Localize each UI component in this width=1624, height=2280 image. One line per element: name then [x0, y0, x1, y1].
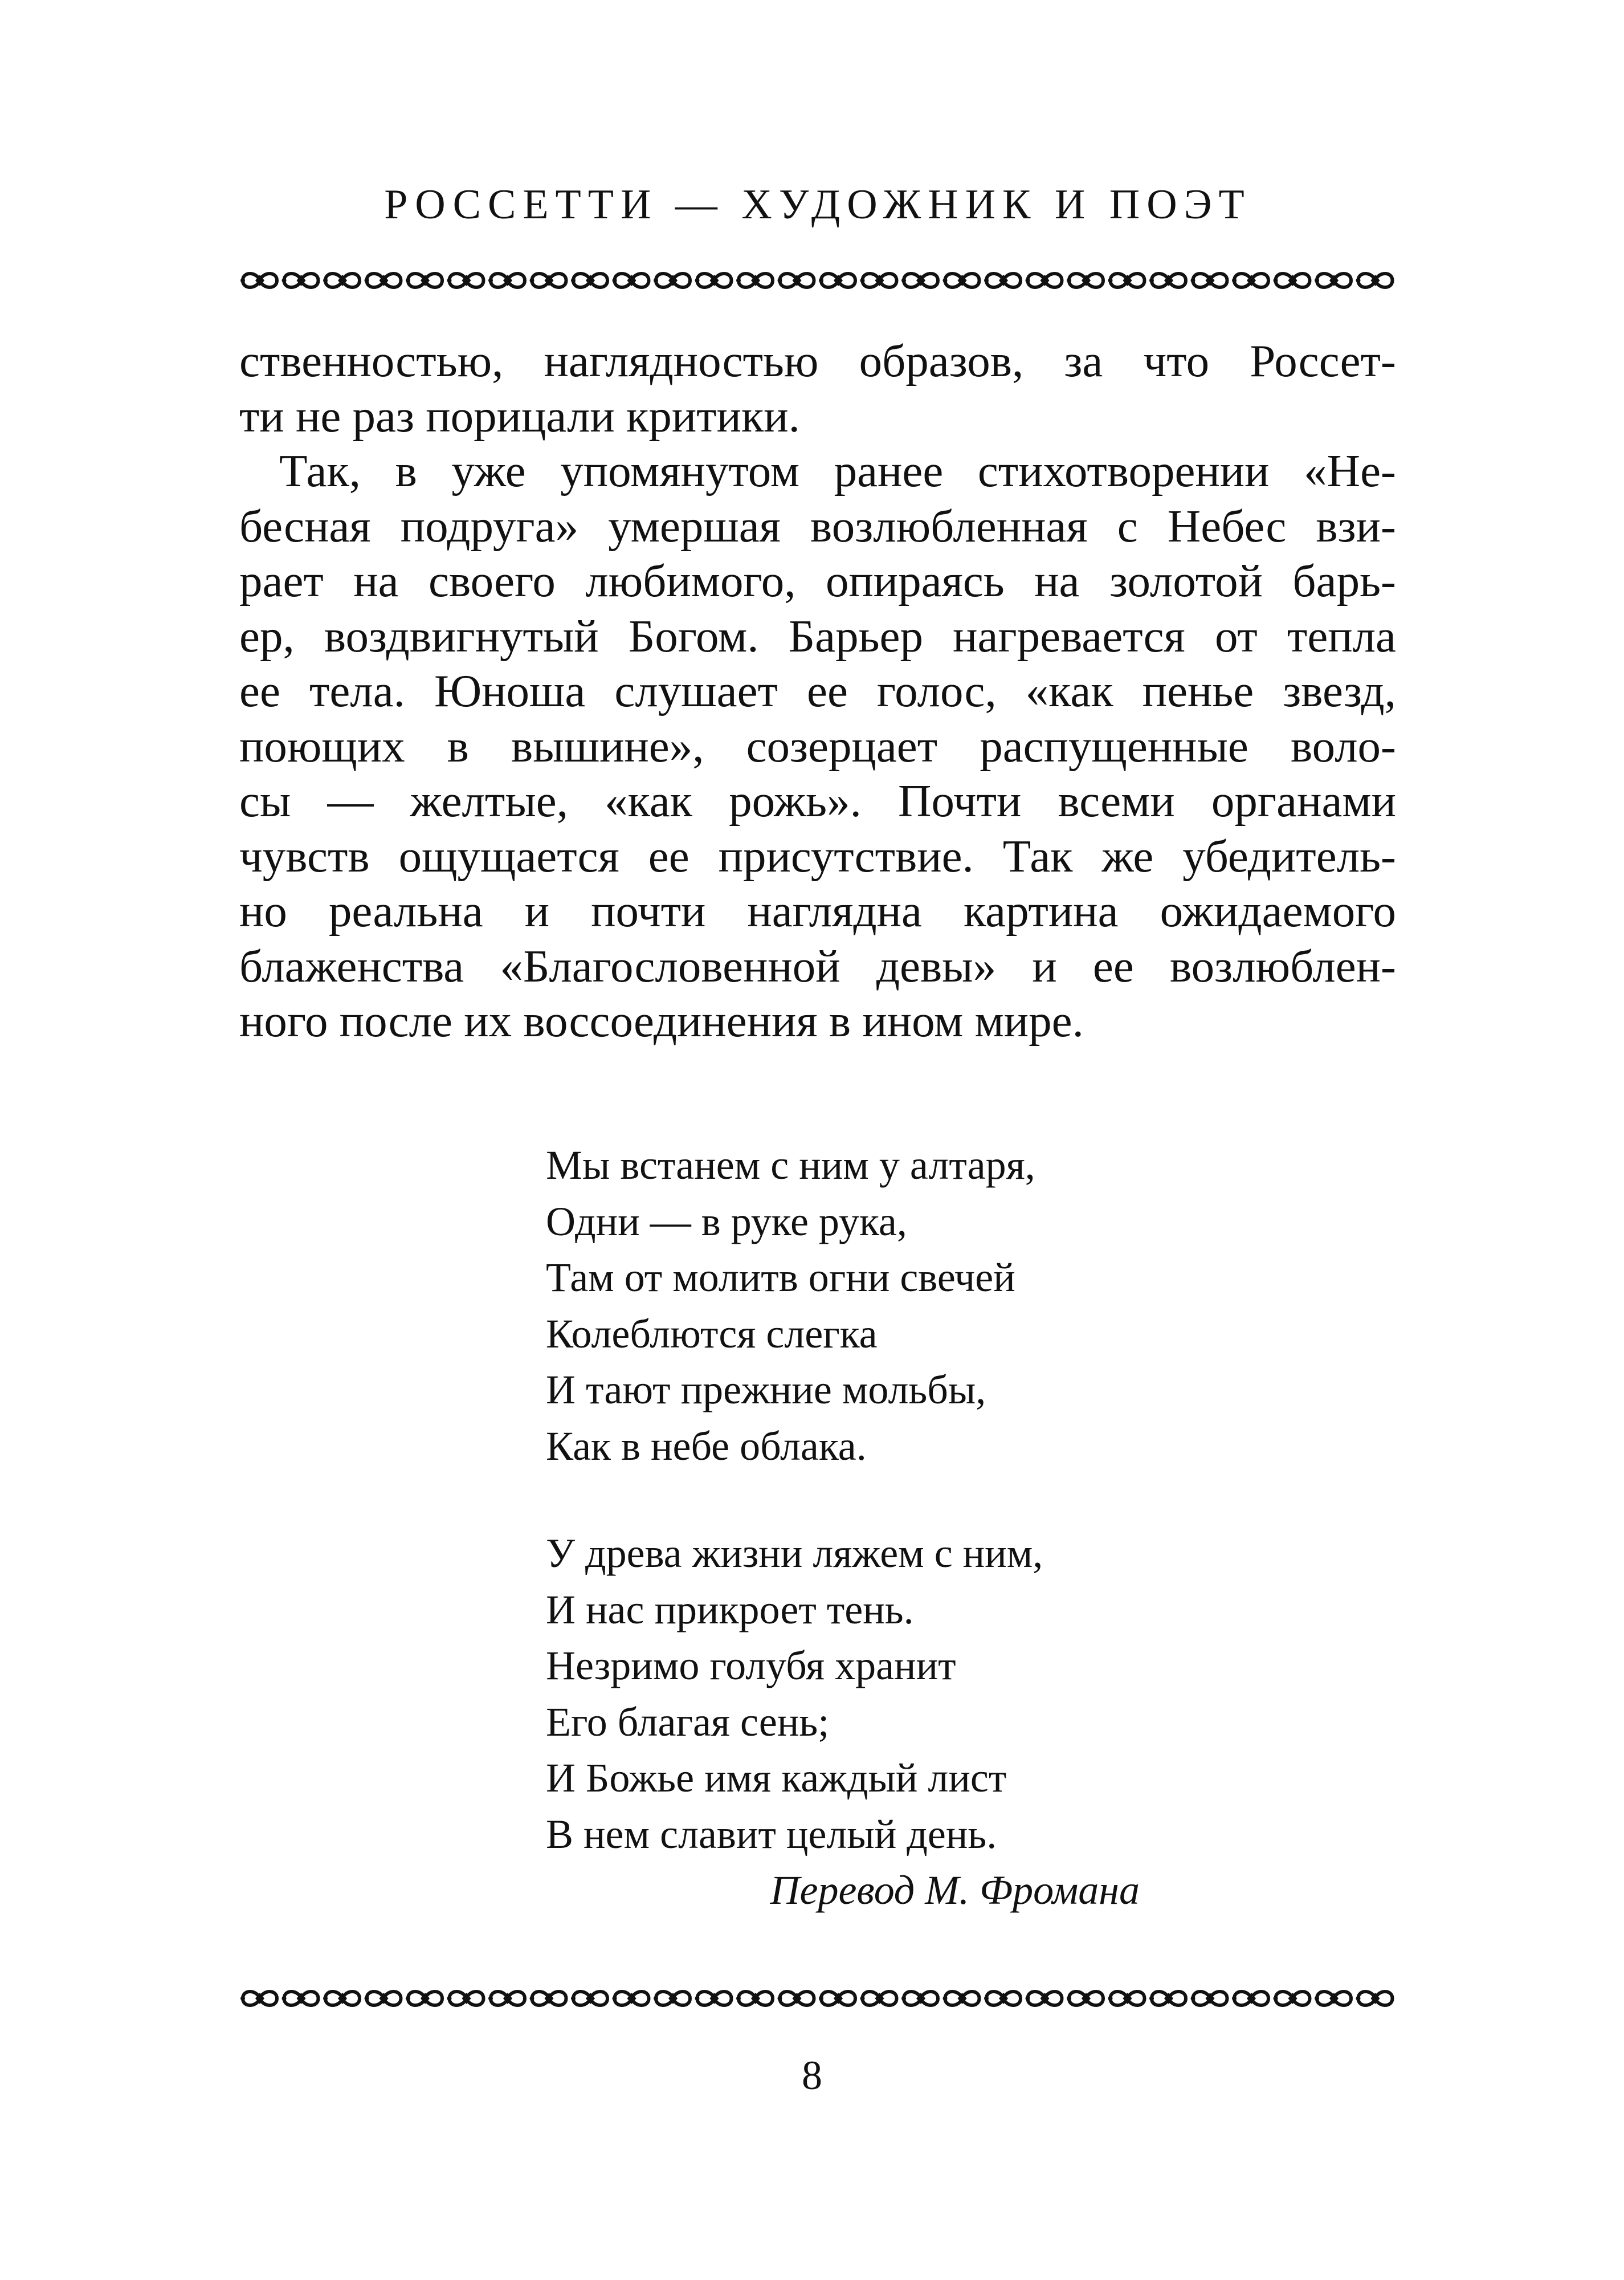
prose-line: блаженства «Благословенной девы» и ее возлюблен-: [239, 940, 1396, 992]
poem-verse: Незримо голубя хранит: [546, 1643, 956, 1688]
ornament-border-top: [239, 264, 1396, 296]
prose-line: Так, в уже упомянутом ранее стихотворении «Не-: [279, 445, 1396, 496]
prose-line: поющих в вышине», созерцает распущенные воло-: [239, 720, 1396, 772]
poem-verse: Колеблются слегка: [546, 1310, 878, 1357]
running-head: РОССЕТТИ — ХУДОЖНИК И ПОЭТ: [384, 181, 1251, 228]
prose-line: рает на своего любимого, опираясь на золотой барь-: [239, 555, 1396, 606]
poem-verse: Мы встанем с ним у алтаря,: [546, 1142, 1035, 1188]
poem-stanza-2: [546, 1525, 1287, 1862]
poem-verse: В нем славит целый день.: [546, 1811, 997, 1857]
poem-verse: Одни — в руке рука,: [546, 1198, 907, 1244]
poem-verse: И тают прежние мольбы,: [546, 1367, 986, 1412]
poem-verse: Его благая сень;: [546, 1699, 830, 1745]
prose-line: но реальна и почти наглядна картина ожидаемого: [239, 885, 1396, 937]
prose-line: ственностью, наглядностью образов, за что Россет-: [239, 335, 1396, 386]
poem-verse: И нас прикроет тень.: [546, 1586, 914, 1632]
prose-line: ее тела. Юноша слушает ее голос, «как пенье звезд,: [239, 665, 1396, 716]
poem-verse: Как в небе облака.: [546, 1423, 867, 1469]
knot-border-icon: [239, 264, 1396, 296]
page-number: 8: [802, 2053, 822, 2098]
poem-verse: У древа жизни ляжем с ним,: [546, 1530, 1043, 1576]
poem-stanza-1: [546, 1137, 1287, 1474]
prose-line: сы — желтые, «как рожь». Почти всеми органами: [239, 775, 1396, 826]
poem-verse: И Божье имя каждый лист: [546, 1755, 1007, 1801]
prose-line: ного после их воссоединения в ином мире.: [239, 995, 1084, 1047]
translation-credit: Перевод М. Фромана: [770, 1867, 1140, 1913]
body-text: [239, 333, 1396, 1049]
ornament-border-bottom: [239, 1982, 1396, 2014]
poem-quote: [546, 1137, 1287, 1862]
poem-verse: Там от молитв огни свечей: [546, 1255, 1015, 1300]
prose-line: ер, воздвигнутый Богом. Барьер нагревается от тепла: [239, 610, 1396, 662]
prose-line: бесная подруга» умершая возлюбленная с Небес взи-: [239, 500, 1396, 552]
prose-line: чувств ощущается ее присутствие. Так же убедитель-: [239, 830, 1396, 882]
knot-border-icon: [239, 1982, 1396, 2014]
prose-line: ти не раз порицали критики.: [239, 390, 800, 442]
